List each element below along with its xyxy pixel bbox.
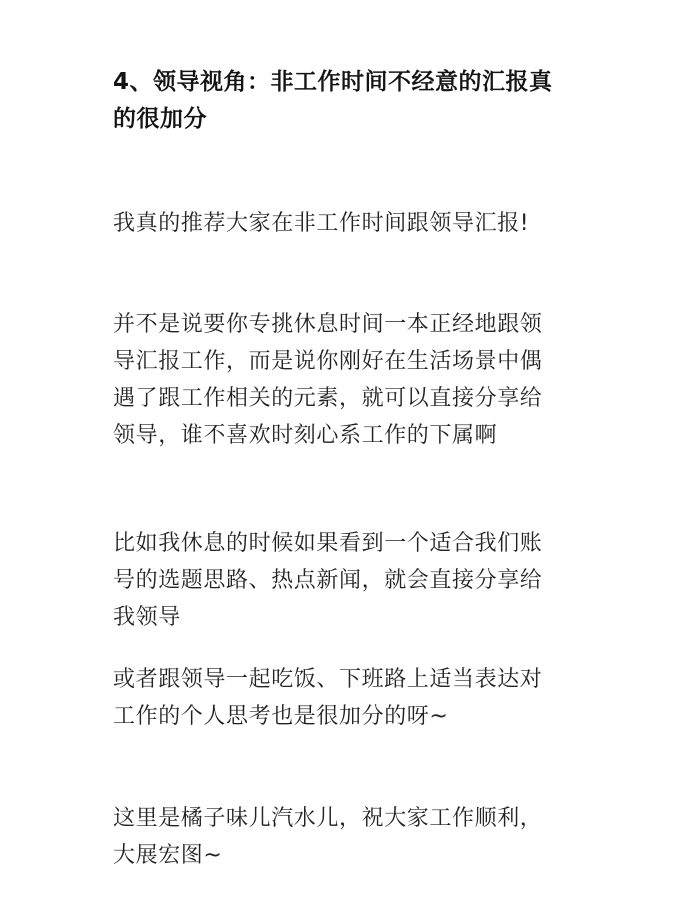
- heading-line: 的很加分: [113, 106, 207, 132]
- paragraph-line: 工作的个人思考也是很加分的呀~: [113, 704, 449, 729]
- paragraph-line: 大展宏图~: [113, 843, 223, 868]
- paragraph-recommendation: [113, 205, 583, 242]
- paragraph-alternative: [113, 661, 583, 735]
- paragraph-line: 这里是橘子味儿汽水儿，祝大家工作顺利，: [113, 806, 543, 831]
- section-heading: [113, 64, 583, 138]
- paragraph-explanation: [113, 306, 583, 454]
- paragraph-line: 比如我休息的时候如果看到一个适合我们账: [113, 531, 543, 556]
- paragraph-line: 导汇报工作，而是说你刚好在生活场景中偶: [113, 349, 543, 374]
- paragraph-line: 我真的推荐大家在非工作时间跟领导汇报!: [113, 211, 530, 236]
- paragraph-line: 遇了跟工作相关的元素，就可以直接分享给: [113, 386, 543, 411]
- paragraph-line: 号的选题思路、热点新闻，就会直接分享给: [113, 568, 543, 593]
- paragraph-line: 并不是说要你专挑休息时间一本正经地跟领: [113, 312, 543, 337]
- paragraph-signoff: [113, 800, 583, 874]
- paragraph-line: 领导，谁不喜欢时刻心系工作的下属啊: [113, 423, 498, 448]
- heading-line: 4、领导视角：非工作时间不经意的汇报真: [113, 69, 553, 95]
- paragraph-example: [113, 525, 583, 636]
- paragraph-line: 或者跟领导一起吃饭、下班路上适当表达对: [113, 667, 543, 692]
- paragraph-line: 我领导: [113, 605, 181, 630]
